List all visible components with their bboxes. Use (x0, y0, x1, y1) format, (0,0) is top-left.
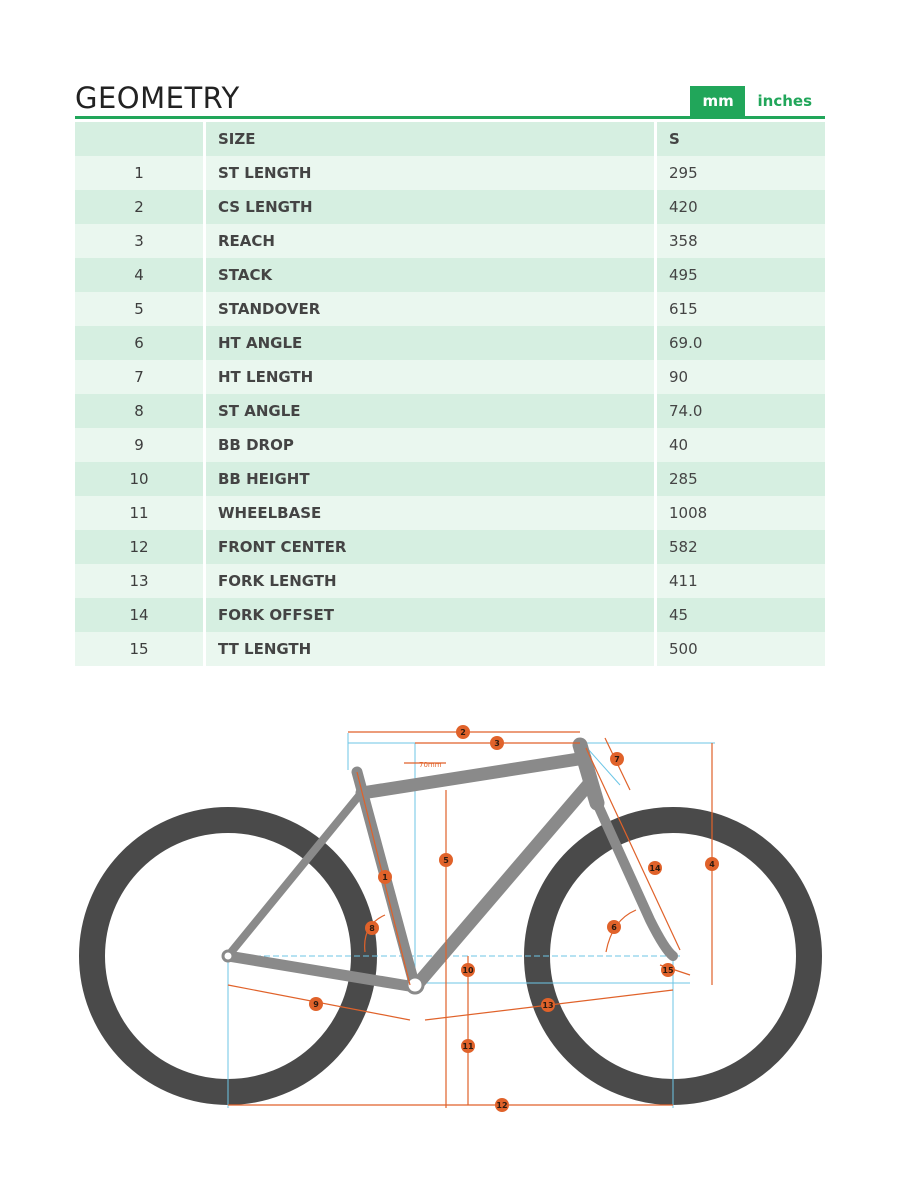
row-value: 420 (669, 198, 698, 216)
chainstay (228, 956, 415, 987)
unit-inches-button[interactable]: inches (757, 92, 812, 110)
svg-text:9: 9 (313, 1000, 319, 1009)
row-label: TT LENGTH (206, 632, 657, 666)
row-value: 40 (669, 436, 689, 454)
svg-text:1: 1 (382, 873, 388, 882)
row-number: 6 (75, 326, 206, 360)
row-value: 582 (669, 538, 698, 556)
table-row (75, 462, 825, 496)
bike-geometry-diagram (0, 690, 900, 1130)
marker-15 (661, 963, 675, 977)
row-label: FRONT CENTER (206, 530, 657, 564)
row-label: STANDOVER (206, 292, 657, 326)
row-number: 13 (75, 564, 206, 598)
row-label: STACK (206, 258, 657, 292)
table-row (75, 258, 825, 292)
row-label: REACH (206, 224, 657, 258)
svg-text:7: 7 (614, 755, 620, 764)
top-tube (362, 758, 585, 793)
row-label: HT LENGTH (206, 360, 657, 394)
row-value: 69.0 (669, 334, 703, 352)
marker-2 (456, 725, 470, 739)
svg-text:5: 5 (443, 856, 449, 865)
table-row (75, 564, 825, 598)
offset-note: 70mm (419, 761, 442, 769)
table-row (75, 326, 825, 360)
svg-text:12: 12 (496, 1101, 508, 1110)
marker-12 (495, 1098, 509, 1112)
unit-mm-button[interactable]: mm (690, 86, 745, 116)
table-row (75, 190, 825, 224)
row-number: 1 (75, 156, 206, 190)
svg-text:14: 14 (649, 864, 661, 873)
row-label: CS LENGTH (206, 190, 657, 224)
row-value: 495 (669, 266, 698, 284)
marker-14 (648, 861, 662, 875)
table-header-row (75, 122, 825, 156)
marker-7 (610, 752, 624, 766)
svg-text:4: 4 (709, 860, 715, 869)
marker-1 (378, 870, 392, 884)
row-value: 411 (669, 572, 698, 590)
svg-text:13: 13 (542, 1001, 554, 1010)
row-value: 1008 (669, 504, 708, 522)
header-size-value-cell: S (669, 130, 680, 148)
row-value: 285 (669, 470, 698, 488)
marker-11 (461, 1039, 475, 1053)
marker-13 (541, 998, 555, 1012)
header-number-cell (75, 122, 206, 156)
table-row (75, 496, 825, 530)
row-number: 11 (75, 496, 206, 530)
marker-3 (490, 736, 504, 750)
svg-text:8: 8 (369, 924, 375, 933)
row-label: FORK OFFSET (206, 598, 657, 632)
page-title: GEOMETRY (75, 81, 240, 115)
row-value: 74.0 (669, 402, 703, 420)
row-value: 358 (669, 232, 698, 250)
table-row (75, 530, 825, 564)
marker-10 (461, 963, 475, 977)
row-label: BB HEIGHT (206, 462, 657, 496)
table-row (75, 632, 825, 666)
row-value: 500 (669, 640, 698, 658)
geometry-header (75, 80, 825, 119)
row-number: 3 (75, 224, 206, 258)
table-row (75, 360, 825, 394)
row-label: ST ANGLE (206, 394, 657, 428)
table-row (75, 428, 825, 462)
row-label: WHEELBASE (206, 496, 657, 530)
rear-dropout (223, 951, 233, 961)
geometry-table (75, 122, 825, 666)
table-row (75, 156, 825, 190)
svg-text:6: 6 (611, 923, 617, 932)
row-label: FORK LENGTH (206, 564, 657, 598)
row-number: 10 (75, 462, 206, 496)
row-label: BB DROP (206, 428, 657, 462)
row-number: 2 (75, 190, 206, 224)
unit-toggle (690, 86, 826, 116)
row-number: 7 (75, 360, 206, 394)
row-label: ST LENGTH (206, 156, 657, 190)
row-number: 4 (75, 258, 206, 292)
header-size-cell: SIZE (206, 122, 657, 156)
svg-text:10: 10 (462, 966, 474, 975)
row-value: 45 (669, 606, 689, 624)
svg-text:3: 3 (494, 739, 500, 748)
row-number: 14 (75, 598, 206, 632)
marker-5 (439, 853, 453, 867)
row-number: 12 (75, 530, 206, 564)
row-number: 8 (75, 394, 206, 428)
marker-8 (365, 921, 379, 935)
row-label: HT ANGLE (206, 326, 657, 360)
row-number: 9 (75, 428, 206, 462)
row-value: 615 (669, 300, 698, 318)
svg-text:2: 2 (460, 728, 466, 737)
row-value: 295 (669, 164, 698, 182)
row-number: 5 (75, 292, 206, 326)
marker-4 (705, 857, 719, 871)
marker-6 (607, 920, 621, 934)
table-row (75, 292, 825, 326)
svg-text:11: 11 (462, 1042, 474, 1051)
row-value: 90 (669, 368, 689, 386)
row-number: 15 (75, 632, 206, 666)
table-row (75, 598, 825, 632)
svg-text:15: 15 (662, 966, 674, 975)
marker-9 (309, 997, 323, 1011)
table-row (75, 394, 825, 428)
table-row (75, 224, 825, 258)
